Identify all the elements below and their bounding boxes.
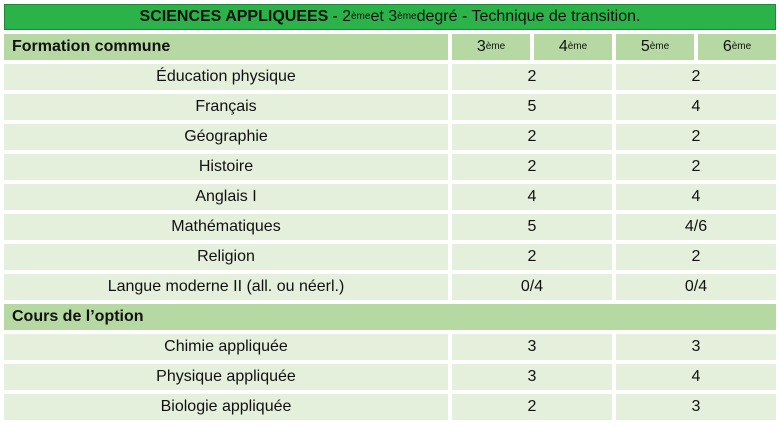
section-header-option: Cours de l’option	[4, 304, 776, 330]
subject-cell: Français	[4, 94, 448, 120]
year-number: 4	[558, 38, 568, 55]
subject-cell: Physique appliquée	[4, 364, 448, 390]
hours-degree3-cell: 4	[616, 184, 776, 210]
subject-cell: Chimie appliquée	[4, 334, 448, 360]
hours-degree2-cell: 3	[452, 364, 612, 390]
title-part: et 3	[370, 8, 398, 25]
hours-degree2-cell: 5	[452, 94, 612, 120]
hours-degree2-cell: 2	[452, 394, 612, 420]
title-part: - 2	[332, 8, 351, 25]
hours-degree2-cell: 4	[452, 184, 612, 210]
hours-degree3-cell: 2	[616, 124, 776, 150]
subject-cell: Histoire	[4, 154, 448, 180]
subject-cell: Anglais I	[4, 184, 448, 210]
subject-cell: Langue moderne II (all. ou néerl.)	[4, 274, 448, 300]
hours-degree3-cell: 2	[616, 154, 776, 180]
subject-cell: Biologie appliquée	[4, 394, 448, 420]
subject-cell: Géographie	[4, 124, 448, 150]
hours-degree3-cell: 3	[616, 394, 776, 420]
year-header: 3 ème	[452, 34, 530, 60]
year-number: 3	[476, 38, 486, 55]
hours-degree2-cell: 2	[452, 64, 612, 90]
hours-degree3-cell: 3	[616, 334, 776, 360]
title-part: degré - Technique de transition.	[416, 8, 641, 25]
section-header-common: Formation commune	[4, 34, 448, 60]
title-bold: SCIENCES APPLIQUEES	[139, 8, 329, 25]
hours-degree2-cell: 0/4	[452, 274, 612, 300]
hours-degree2-cell: 3	[452, 334, 612, 360]
hours-degree3-cell: 4	[616, 364, 776, 390]
table-title: SCIENCES APPLIQUEES - 2 ème et 3 ème degré - Technique de transition.	[4, 4, 776, 30]
hours-degree3-cell: 4	[616, 94, 776, 120]
hours-degree3-cell: 2	[616, 64, 776, 90]
year-number: 6	[722, 38, 732, 55]
year-number: 5	[640, 38, 650, 55]
hours-degree2-cell: 2	[452, 154, 612, 180]
year-header: 5 ème	[616, 34, 694, 60]
hours-degree3-cell: 0/4	[616, 274, 776, 300]
subject-cell: Religion	[4, 244, 448, 270]
year-header: 4 ème	[534, 34, 612, 60]
subject-cell: Éducation physique	[4, 64, 448, 90]
hours-degree2-cell: 5	[452, 214, 612, 240]
hours-degree3-cell: 4/6	[616, 214, 776, 240]
year-header: 6 ème	[698, 34, 776, 60]
hours-degree2-cell: 2	[452, 244, 612, 270]
hours-degree2-cell: 2	[452, 124, 612, 150]
subject-cell: Mathématiques	[4, 214, 448, 240]
hours-degree3-cell: 2	[616, 244, 776, 270]
